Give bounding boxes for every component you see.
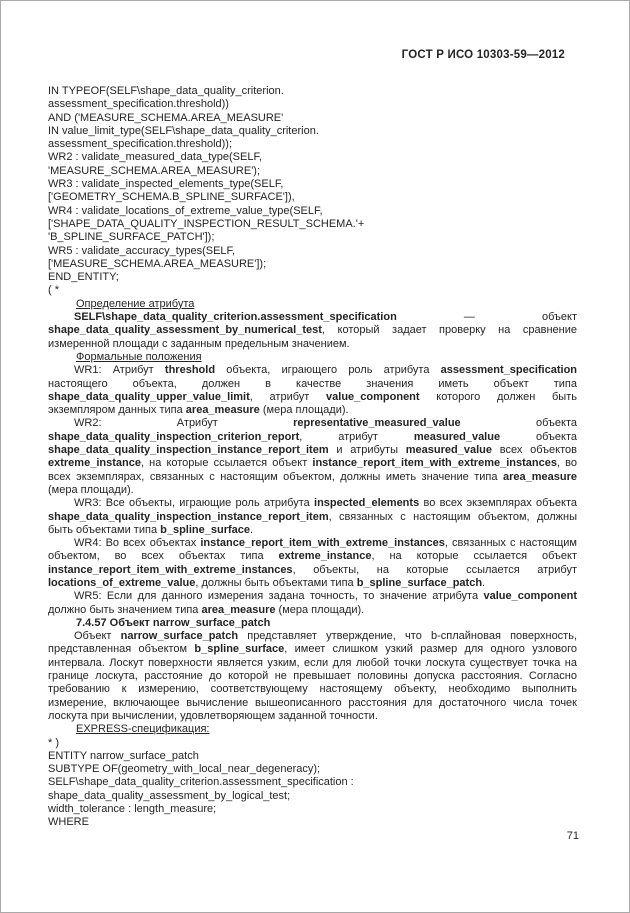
wr4-paragraph: WR4: Во всех объектах instance_report_item_with_extreme_instances, связанных с настоящим объектом, во всех объектах типа extreme_instance, на которые ссылается объект instance_report_item_with_extreme_instances, объекты, на которые ссылается атрибут locations_of_extreme_value, должны быть объектами типа b_spline_surface_patch.: [48, 537, 577, 589]
page-number: 71: [566, 830, 579, 842]
document-code: ГОСТ Р ИСО 10303-59—2012: [401, 49, 565, 61]
attribute-definition-heading: Определение атрибута: [76, 297, 195, 310]
express-specification-heading: EXPRESS-спецификация:: [76, 723, 210, 736]
wr5-paragraph: WR5: Если для данного измерения задана точность, то значение атрибута value_component должно быть значением типа area_measure (мера площади).: [48, 590, 577, 616]
wr1-paragraph: WR1: Атрибут threshold объекта, играющего роль атрибута assessment_specification настоящего объекта, должен в качестве значения иметь объект типа shape_data_quality_upper_value_limit, атрибут value_component которого должен быть экземпляром данных типа area_measure (мера площади).: [48, 364, 578, 417]
page-header: [402, 49, 565, 61]
wr3-paragraph: WR3: Все объекты, играющие роль атрибута inspected_elements во всех экземплярах объекта shape_data_quality_inspection_instance_report_item, связанных с настоящим объектом, должны быть объектами типа b_spline_surface.: [48, 497, 578, 536]
formal-propositions-heading: Формальные положения: [76, 350, 202, 363]
page-content: [48, 85, 577, 830]
section-7-4-57-heading: 7.4.57 Объект narrow_surface_patch: [76, 616, 271, 629]
narrow-surface-patch-paragraph: Объект narrow_surface_patch представляет утверждение, что b-сплайновая поверхность, представленная объектом b_spline_surface, имеет слишком узкий размер для одного узлового интервала. Лоскут поверхности является узким, если для любой точки лоскута существует точка на границе лоскута, расстояние до которой не превышает половины допуска расстояния. Согласно требованию к измерению, соответствующему настоящему объекту, необходимо выполнить измерение, включающее вычисление вышеописанного расстояния для достаточного числа точек лоскута при вычислении, удовлетворяющем заданной точности.: [48, 630, 578, 722]
wr2-paragraph: WR2: Атрибут representative_measured_value объекта shape_data_quality_inspection_criterion_report, атрибут measured_value объекта shape_data_quality_inspection_instance_report_item и атрибуты measured_value всех объектов extreme_instance, на которые ссылается объект instance_report_item_with_extreme_instances, во всех экземплярах, связанных с настоящим объектом, должны иметь значение типа area_measure (мера площади).: [48, 417, 577, 496]
attribute-definition-paragraph: SELF\shape_data_quality_criterion.assessment_specification — объект shape_data_quality_assessment_by_numerical_test, который задает проверку на сравнение измеренной площади с заданным предельным значением.: [48, 311, 577, 350]
page-footer: [567, 830, 579, 842]
express-code-block-bottom: * ) ENTITY narrow_surface_patch SUBTYPE OF(geometry_with_local_near_degeneracy); SELF\shape_data_quality_criterion.assessment_specification : shape_data_quality_assessment_by_logical_test; width_tolerance : length_measure; WHERE: [48, 736, 354, 829]
express-code-block-top: IN TYPEOF(SELF\shape_data_quality_criterion. assessment_specification.threshold)) AND ('MEASURE_SCHEMA.AREA_MEASURE' IN value_limit_type(SELF\shape_data_quality_criterion. assessment_specification.threshold)); WR2 : validate_measured_data_type(SELF, 'MEASURE_SCHEMA.AREA_MEASURE'); WR3 : validate_inspected_elements_type(SELF, ['GEOMETRY_SCHEMA.B_SPLINE_SURFACE']), WR4 : validate_locations_of_extreme_value_type(SELF, ['SHAPE_DATA_QUALITY_INSPECTION_RESULT_SCHEMA.'+ 'B_SPLINE_SURFACE_PATCH']); WR5 : validate_accuracy_types(SELF, ['MEASURE_SCHEMA.AREA_MEASURE']); END_ENTITY; ( *: [48, 85, 365, 297]
